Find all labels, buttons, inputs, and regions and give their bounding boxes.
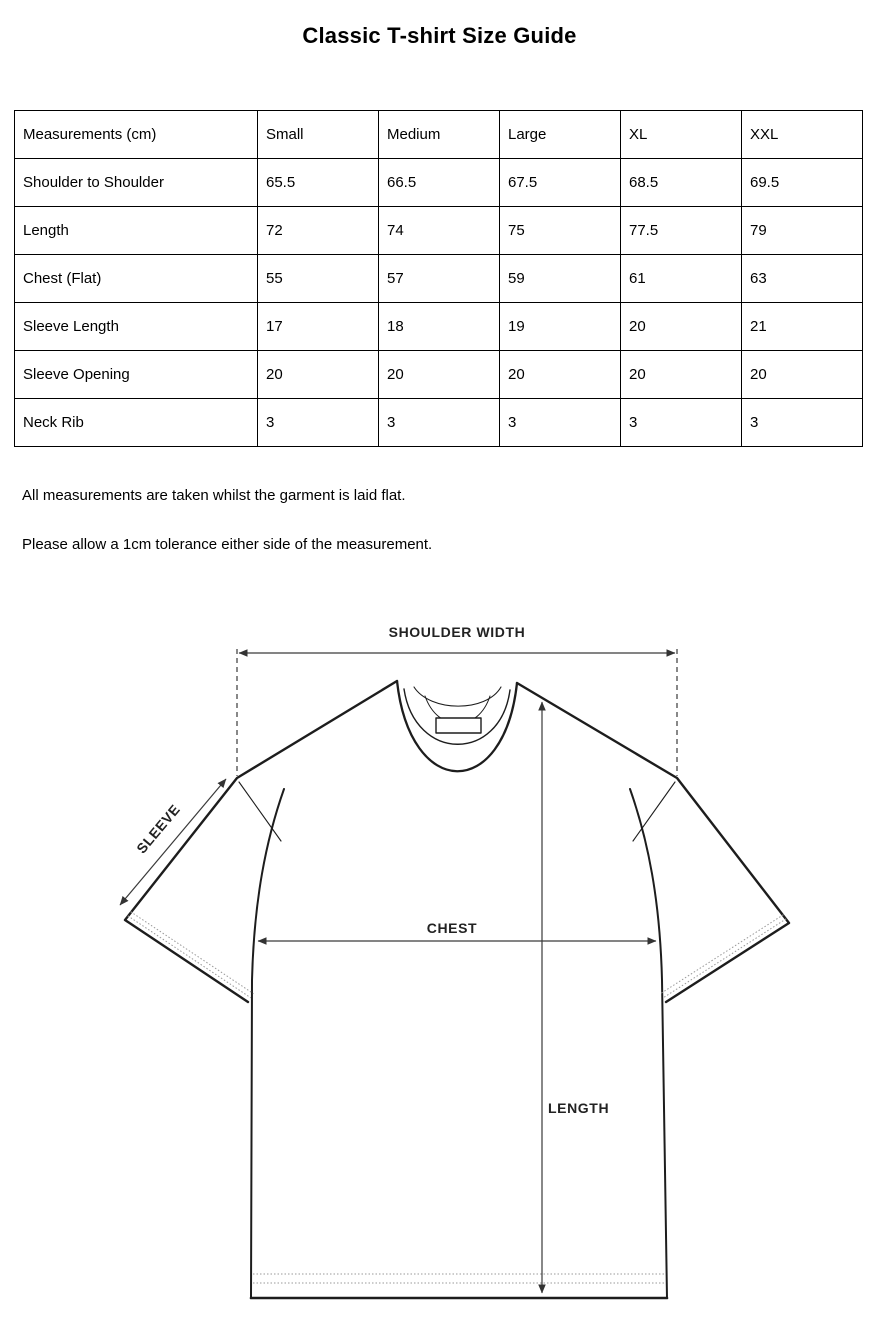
cell: 20 [742, 351, 863, 399]
sleeve-label: SLEEVE [133, 801, 184, 857]
cell: 69.5 [742, 159, 863, 207]
header-measurements: Measurements (cm) [15, 111, 258, 159]
left-shoulder-seam [239, 782, 281, 841]
cell: 20 [621, 303, 742, 351]
row-label: Chest (Flat) [15, 255, 258, 303]
cell: 79 [742, 207, 863, 255]
cell: 72 [258, 207, 379, 255]
table-row [15, 207, 863, 255]
cell: 68.5 [621, 159, 742, 207]
cell: 3 [621, 399, 742, 447]
row-label: Sleeve Length [15, 303, 258, 351]
shoulder-width-label: SHOULDER WIDTH [388, 624, 526, 640]
right-cuff-stitch-line [663, 919, 786, 998]
tshirt-measurement-diagram [0, 600, 879, 1321]
left-cuff-stitch-line [131, 912, 254, 994]
tshirt-right-side-seam [630, 789, 667, 1298]
cell: 61 [621, 255, 742, 303]
cell: 18 [379, 303, 500, 351]
cell: 3 [500, 399, 621, 447]
cell: 20 [621, 351, 742, 399]
size-table [14, 110, 863, 447]
cell: 3 [379, 399, 500, 447]
table-header-row [15, 111, 863, 159]
page-title: Classic T-shirt Size Guide [302, 23, 577, 48]
table-row [15, 255, 863, 303]
cell: 74 [379, 207, 500, 255]
cell: 66.5 [379, 159, 500, 207]
cell: 77.5 [621, 207, 742, 255]
cell: 55 [258, 255, 379, 303]
header-small: Small [258, 111, 379, 159]
cell: 19 [500, 303, 621, 351]
cell: 20 [500, 351, 621, 399]
back-neck-outer [414, 687, 501, 706]
note-laid-flat: All measurements are taken whilst the garment is laid flat. [22, 487, 406, 504]
header-medium: Medium [379, 111, 500, 159]
right-cuff-stitch-line [660, 915, 783, 994]
cell: 3 [258, 399, 379, 447]
table-row [15, 303, 863, 351]
table-row [15, 399, 863, 447]
header-xxl: XXL [742, 111, 863, 159]
note-tolerance: Please allow a 1cm tolerance either side of the measurement. [22, 536, 433, 553]
header-large: Large [500, 111, 621, 159]
cell: 57 [379, 255, 500, 303]
cell: 59 [500, 255, 621, 303]
header-xl: XL [621, 111, 742, 159]
row-label: Length [15, 207, 258, 255]
chest-label: CHEST [426, 920, 478, 936]
row-label: Sleeve Opening [15, 351, 258, 399]
tshirt-right-sleeve-outline [517, 683, 789, 1002]
cell: 17 [258, 303, 379, 351]
collar-rib-inner [404, 689, 510, 744]
cell: 63 [742, 255, 863, 303]
cell: 20 [258, 351, 379, 399]
cell: 20 [379, 351, 500, 399]
right-shoulder-seam [633, 782, 675, 841]
tshirt-left-sleeve-outline [125, 681, 397, 1002]
cell: 21 [742, 303, 863, 351]
left-cuff-stitch-line [128, 916, 251, 998]
length-label: LENGTH [548, 1100, 610, 1116]
cell: 67.5 [500, 159, 621, 207]
tshirt-left-side-seam [251, 789, 284, 1298]
row-label: Shoulder to Shoulder [15, 159, 258, 207]
cell: 65.5 [258, 159, 379, 207]
row-label: Neck Rib [15, 399, 258, 447]
table-row [15, 159, 863, 207]
cell: 3 [742, 399, 863, 447]
neck-label-tag [436, 718, 481, 733]
table-row [15, 351, 863, 399]
cell: 75 [500, 207, 621, 255]
